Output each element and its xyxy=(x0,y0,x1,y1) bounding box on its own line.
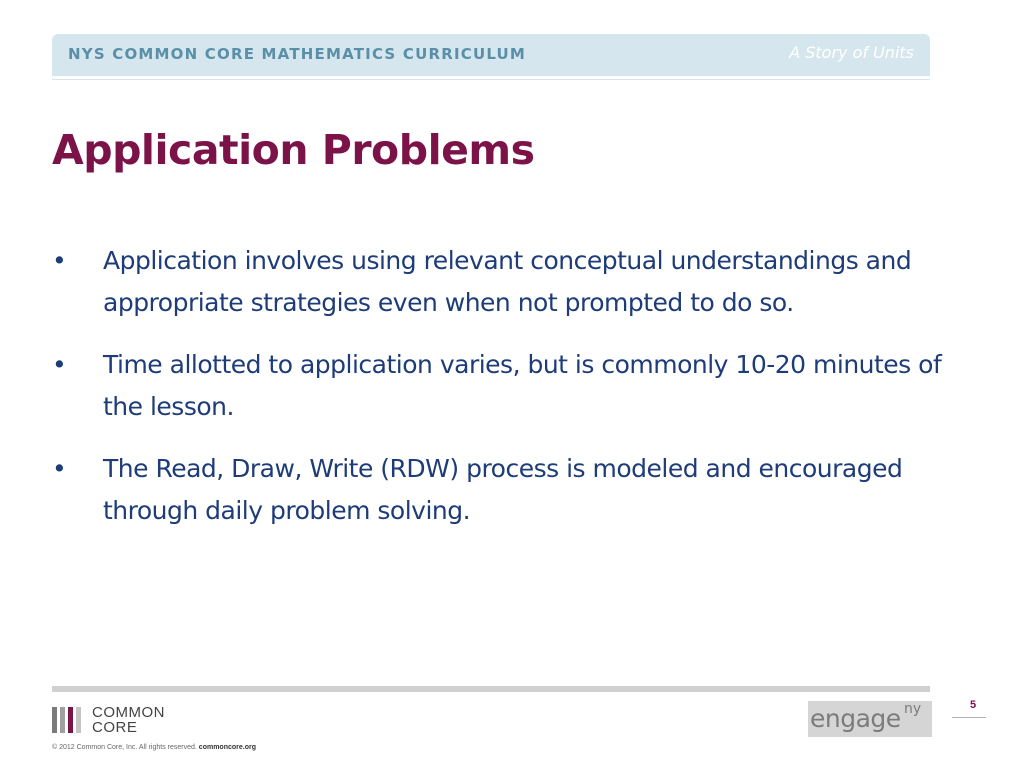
logo-bar xyxy=(76,707,81,733)
page-number-underline xyxy=(952,717,986,718)
curriculum-subtitle: A Story of Units xyxy=(789,43,914,62)
bullet-icon: • xyxy=(52,246,67,275)
logo-bar xyxy=(68,707,73,733)
logo-bar xyxy=(60,707,65,733)
bullet-text: The Read, Draw, Write (RDW) process is modeled and encouraged through daily problem solving. xyxy=(103,454,903,525)
common-core-logo-icon xyxy=(52,707,84,738)
header-divider xyxy=(52,79,930,80)
bullet-item xyxy=(52,344,982,428)
logo-bar xyxy=(52,707,57,733)
slide-title: Application Problems xyxy=(52,126,535,174)
copyright-link[interactable]: commoncore.org xyxy=(198,744,256,751)
common-core-logo xyxy=(52,705,192,737)
curriculum-title: NYS COMMON CORE MATHEMATICS CURRICULUM xyxy=(68,45,527,63)
bullet-text: Application involves using relevant conceptual understandings and appropriate strategies even when not prompted to do so. xyxy=(103,246,912,317)
common-core-logo-text xyxy=(92,705,165,735)
bullet-icon: • xyxy=(52,350,67,379)
footer-divider xyxy=(52,686,930,692)
bullet-list xyxy=(52,240,982,552)
engageny-logo-text: engage xyxy=(810,704,901,733)
copyright-text: © 2012 Common Core, Inc. All rights reserved. xyxy=(52,744,197,751)
bullet-item xyxy=(52,240,982,324)
logo-line-1: COMMON xyxy=(92,704,165,721)
header-band xyxy=(52,34,930,76)
copyright-notice xyxy=(52,744,256,751)
logo-line-2: CORE xyxy=(92,719,138,736)
bullet-text: Time allotted to application varies, but is commonly 10-20 minutes of the lesson. xyxy=(103,350,942,421)
engageny-logo xyxy=(808,701,932,737)
bullet-item xyxy=(52,448,982,532)
bullet-icon: • xyxy=(52,454,67,483)
page-number: 5 xyxy=(969,699,977,711)
engageny-logo-superscript: ny xyxy=(904,701,922,717)
